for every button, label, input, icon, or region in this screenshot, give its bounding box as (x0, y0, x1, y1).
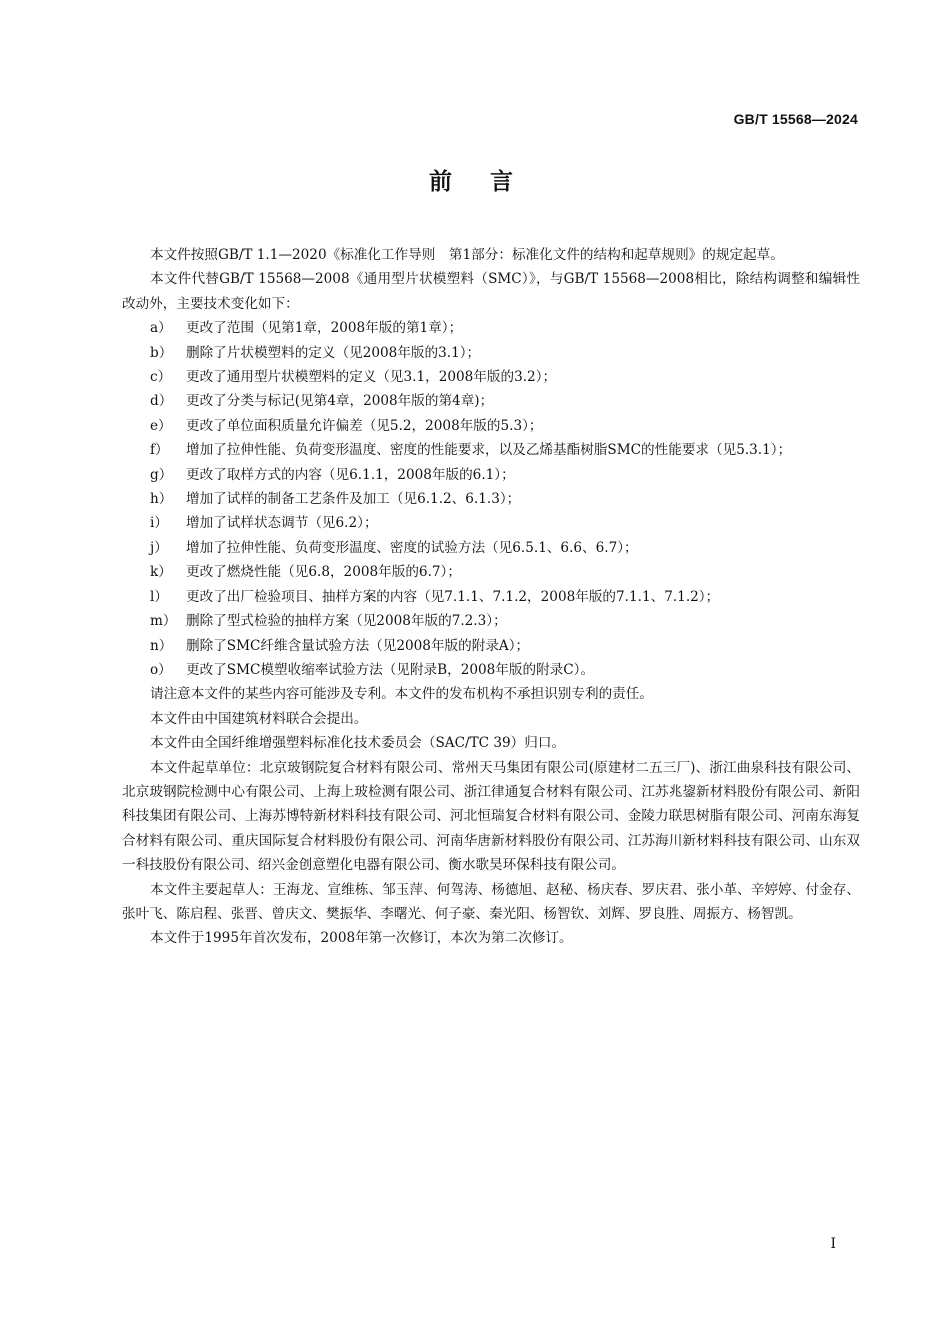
list-marker: n） (150, 637, 173, 654)
list-item (122, 536, 860, 560)
list-marker: i） (150, 515, 168, 532)
list-item-text: 更改了通用型片状模塑料的定义（见3.1，2008年版的3.2）； (186, 369, 557, 386)
list-item-text: 删除了型式检验的抽样方案（见2008年版的7.2.3）； (186, 613, 507, 630)
paragraph-proposer: 本文件由中国建筑材料联合会提出。 (150, 710, 368, 727)
list-item (122, 341, 860, 365)
list-item-text: 增加了试样的制备工艺条件及加工（见6.1.2、6.1.3）； (186, 491, 521, 508)
list-item-text: 更改了范围（见第1章，2008年版的第1章）； (186, 320, 463, 337)
list-marker: m） (150, 613, 177, 630)
list-item-text: 删除了SMC纤维含量试验方法（见2008年版的附录A）； (186, 637, 530, 654)
list-item-text: 增加了拉伸性能、负荷变形温度、密度的试验方法（见6.5.1、6.6、6.7）； (186, 539, 638, 556)
list-item (122, 365, 860, 389)
list-item (122, 609, 860, 633)
list-item (122, 389, 860, 413)
list-item-text: 更改了分类与标记(见第4章，2008年版的第4章)； (186, 393, 494, 410)
list-item-text: 增加了拉伸性能、负荷变形温度、密度的性能要求，以及乙烯基酯树脂SMC的性能要求（见5.3.1）； (186, 442, 792, 459)
list-marker: a） (150, 320, 172, 337)
list-item (122, 438, 860, 462)
list-item-text: 更改了燃烧性能（见6.8，2008年版的6.7）； (186, 564, 461, 581)
paragraph-drafting-units: 本文件起草单位：北京玻钢院复合材料有限公司、常州天马集团有限公司(原建材二五三厂)、浙江曲泉科技有限公司、北京玻钢院检测中心有限公司、上海上玻检测有限公司、浙江律通复合材料有限公司、江苏兆鋆新材料股份有限公司、新阳科技集团有限公司、上海苏博特新材料科技有限公司、河北恒瑞复合材料有限公司、金陵力联思树脂有限公司、河南东海复合材料有限公司、重庆国际复合材料股份有限公司、河南华唐新材料股份有限公司、江苏海川新材料科技有限公司、山东双一科技股份有限公司、绍兴金创意塑化电器有限公司、衡水歌昊环保科技有限公司。 (122, 759, 860, 874)
page-title: 前言 (429, 169, 551, 195)
list-marker: h） (150, 491, 173, 508)
list-item (122, 560, 860, 584)
list-item (122, 634, 860, 658)
list-item (122, 316, 860, 340)
paragraph-patent-notice: 请注意本文件的某些内容可能涉及专利。本文件的发布机构不承担识别专利的责任。 (150, 686, 653, 703)
list-marker: c） (150, 369, 172, 386)
paragraph-replacement: 本文件代替GB/T 15568—2008《通用型片状模塑料（SMC）》，与GB/T 15568—2008相比，除结构调整和编辑性改动外，主要技术变化如下： (122, 271, 860, 312)
standard-number: GB/T 15568—2024 (733, 111, 858, 127)
list-marker: d） (150, 393, 173, 410)
list-marker: j） (150, 539, 168, 556)
list-marker: f） (150, 442, 169, 459)
list-item (122, 487, 860, 511)
list-marker: b） (150, 344, 173, 361)
list-item-text: 更改了单位面积质量允许偏差（见5.2，2008年版的5.3）； (186, 417, 543, 434)
list-item (122, 414, 860, 438)
foreword-body (122, 243, 860, 951)
list-item-text: 增加了试样状态调节（见6.2）； (186, 515, 378, 532)
list-marker: l） (150, 588, 168, 605)
list-item-text: 删除了片状模塑料的定义（见2008年版的3.1）； (186, 344, 481, 361)
list-item (122, 585, 860, 609)
list-marker: o） (150, 661, 172, 678)
list-item-text: 更改了出厂检验项目、抽样方案的内容（见7.1.1、7.1.2，2008年版的7.1.1、7.1.2）； (186, 588, 720, 605)
list-marker: e） (150, 417, 172, 434)
paragraph-drafting-rules: 本文件按照GB/T 1.1—2020《标准化工作导则 第1部分：标准化文件的结构和起草规则》的规定起草。 (150, 247, 784, 263)
technical-changes-list (122, 316, 860, 682)
list-marker: k） (150, 564, 172, 581)
paragraph-drafters: 本文件主要起草人：王海龙、宣维栋、邹玉萍、何驾涛、杨德旭、赵秘、杨庆春、罗庆君、张小革、辛婷婷、付金存、张叶飞、陈启程、张晋、曾庆文、樊振华、李曙光、何子豪、秦光阳、杨智钦、刘辉、罗良胜、周振方、杨智凯。 (122, 881, 860, 922)
list-item-text: 更改了SMC模塑收缩率试验方法（见附录B，2008年版的附录C）。 (186, 661, 595, 678)
paragraph-publication-history: 本文件于1995年首次发布，2008年第一次修订，本次为第二次修订。 (150, 930, 573, 947)
list-item-text: 更改了取样方式的内容（见6.1.1，2008年版的6.1）； (186, 466, 515, 483)
list-item (122, 463, 860, 487)
page-number: I (830, 1236, 836, 1252)
list-item (122, 511, 860, 535)
list-marker: g） (150, 466, 173, 483)
paragraph-committee: 本文件由全国纤维增强塑料标准化技术委员会（SAC/TC 39）归口。 (150, 735, 566, 752)
list-item (122, 658, 860, 682)
